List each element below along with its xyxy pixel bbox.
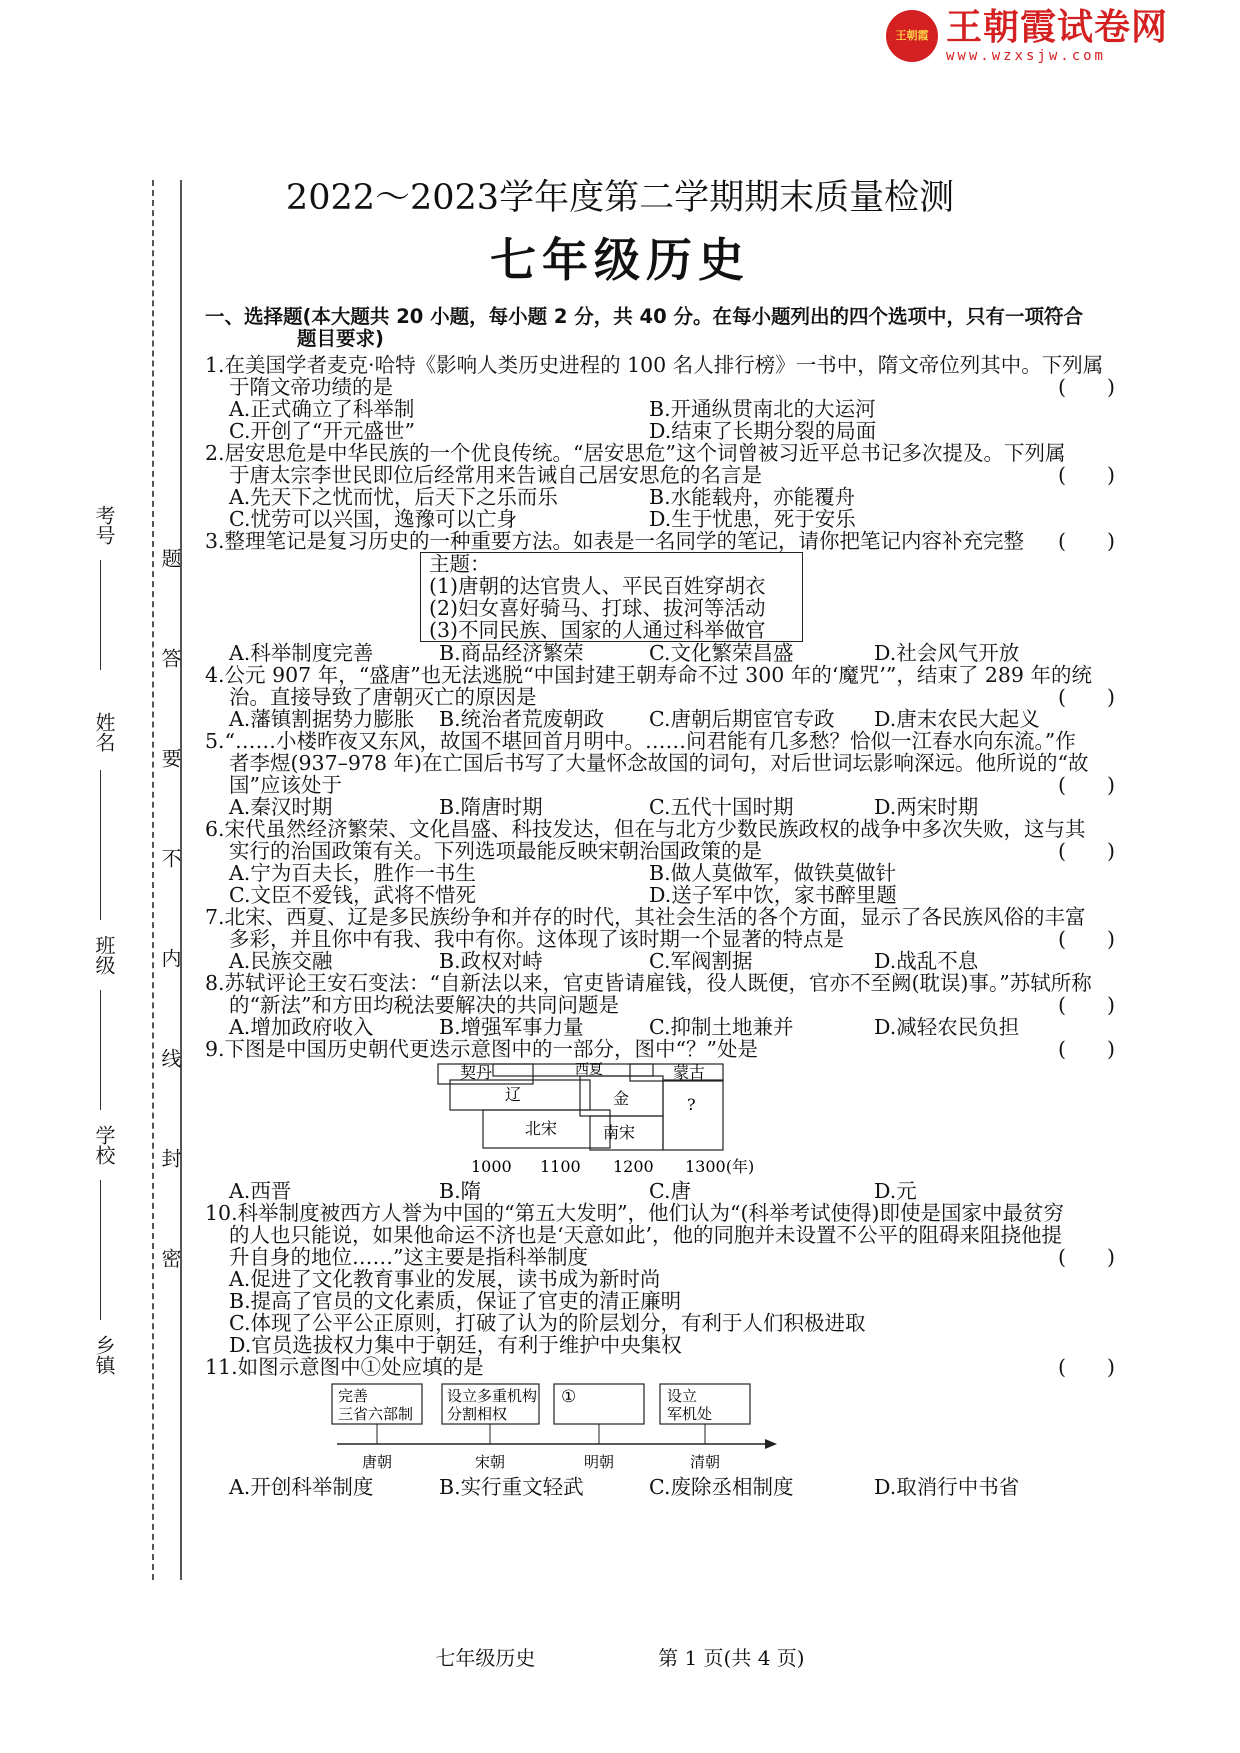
seal-char: 不 — [158, 848, 182, 868]
map-label-mongol: 蒙古 — [673, 1063, 706, 1082]
option-b: B.政权对峙 — [439, 949, 543, 973]
question-8 — [205, 972, 1115, 1038]
question-stem: 的“新法”和方田均税法要解决的共同问题是 — [229, 993, 619, 1017]
era-label-ming: 明朝 — [584, 1453, 615, 1471]
question-stem: 3.整理笔记是复习历史的一种重要方法。如表是一名同学的笔记，请你把笔记内容补充完整 — [205, 529, 1025, 553]
box3-label: ① — [561, 1387, 577, 1407]
note-item: (3)不同民族、国家的人通过科举做官 — [429, 618, 766, 642]
exam-title: 2022～2023学年度第二学期期末质量检测 — [285, 178, 955, 218]
option-a: A.秦汉时期 — [229, 795, 333, 819]
box4-line1: 设立 — [667, 1387, 698, 1405]
arrow-right-icon — [765, 1439, 777, 1449]
logo-name: 王朝霞试卷网 — [945, 7, 1168, 48]
field-label: 班级 — [92, 935, 116, 975]
option-c: C.体现了公平公正原则，打破了认为的阶层划分，有利于人们积极进取 — [229, 1311, 866, 1335]
section-heading-line: 一、选择题(本大题共 20 小题，每小题 2 分，共 40 分。在每小题列出的四个选项中，只有一项符合 — [205, 305, 1083, 328]
option-c: C.文臣不爱钱，武将不惜死 — [229, 883, 476, 907]
map-label-xixia: 西夏 — [575, 1062, 603, 1078]
seal-char: 要 — [158, 748, 182, 768]
answer-paren: ( ) — [1058, 463, 1115, 487]
map-label-khitan: 契丹 — [460, 1063, 493, 1082]
dynasty-timeline-map — [205, 1060, 1115, 1180]
question-stem: 者李煜(937–978 年)在亡国后书写了大量怀念故国的词句，对后世词坛影响深远。他所说的“故 — [229, 751, 1089, 775]
answer-paren: ( ) — [1058, 1355, 1115, 1379]
option-a: A.科举制度完善 — [229, 641, 374, 665]
box1-line2: 三省六部制 — [338, 1405, 414, 1423]
map-label-liao: 辽 — [505, 1085, 522, 1104]
question-3 — [205, 530, 1115, 664]
box4-line2: 军机处 — [667, 1405, 713, 1423]
option-d: D.取消行中书省 — [874, 1475, 1020, 1499]
option-b: B.增强军事力量 — [439, 1015, 584, 1039]
option-d: D.送子军中饮，家书醉里题 — [649, 883, 897, 907]
box2-line1: 设立多重机构 — [447, 1387, 538, 1405]
page-footer — [0, 1642, 1240, 1671]
question-stem: 6.宋代虽然经济繁荣、文化昌盛、科技发达，但在与北方少数民族政权的战争中多次失败，这与其 — [205, 817, 1086, 841]
option-a: A.先天下之忧而忧，后天下之乐而乐 — [229, 485, 558, 509]
reform-timeline-diagram — [205, 1382, 1115, 1476]
field-blank — [100, 770, 101, 920]
option-c: C.军阀割据 — [649, 949, 753, 973]
question-2 — [205, 442, 1115, 530]
option-c: C.废除丞相制度 — [649, 1475, 794, 1499]
question-stem: 8.苏轼评论王安石变法：“自新法以来，官吏皆请雇钱，役人既便，官亦不至阙(耽误)事。”苏轼所称 — [205, 971, 1092, 995]
answer-paren: ( ) — [1058, 1245, 1115, 1269]
option-b: B.隋 — [439, 1179, 482, 1203]
section-heading — [205, 306, 1115, 350]
footer-page-number: 第 1 页(共 4 页) — [658, 1646, 805, 1670]
footer-subject: 七年级历史 — [435, 1646, 536, 1670]
tick-label: 1200 — [613, 1157, 654, 1176]
seal-char: 线 — [158, 1048, 182, 1068]
map-label-southern-song: 南宋 — [603, 1123, 636, 1142]
option-c: C.唐朝后期宦官专政 — [649, 707, 835, 731]
note-topic: 主题： — [429, 552, 491, 576]
answer-paren: ( ) — [1058, 685, 1115, 709]
question-stem: 升自身的地位……”这主要是指科举制度 — [229, 1245, 588, 1269]
option-a: A.藩镇割据势力膨胀 — [229, 707, 415, 731]
seal-char: 密 — [158, 1248, 182, 1268]
question-area — [205, 306, 1115, 1498]
option-a: A.西晋 — [229, 1179, 292, 1203]
field-label: 乡镇 — [92, 1335, 116, 1375]
field-label: 姓名 — [92, 712, 116, 752]
option-b: B.统治者荒废朝政 — [439, 707, 605, 731]
seal-char: 题 — [158, 548, 182, 568]
seal-char: 内 — [158, 948, 182, 968]
seal-char: 答 — [158, 648, 182, 668]
era-label-tang: 唐朝 — [362, 1453, 393, 1471]
question-4 — [205, 664, 1115, 730]
option-d: D.战乱不息 — [874, 949, 979, 973]
option-a: A.增加政府收入 — [229, 1015, 374, 1039]
logo-seal — [886, 10, 938, 62]
answer-paren: ( ) — [1058, 375, 1115, 399]
option-c: C.开创了“开元盛世” — [229, 419, 415, 443]
option-a: A.宁为百夫长，胜作一书生 — [229, 861, 476, 885]
note-item: (2)妇女喜好骑马、打球、拔河等活动 — [429, 596, 766, 620]
question-stem: 1.在美国学者麦克·哈特《影响人类历史进程的 100 名人排行榜》一书中，隋文帝位列其中。下列属 — [205, 353, 1104, 377]
field-label: 学校 — [92, 1125, 116, 1165]
option-b: B.开通纵贯南北的大运河 — [649, 397, 876, 421]
field-school — [90, 1125, 119, 1165]
tick-label: 1100 — [540, 1157, 581, 1176]
field-name — [90, 712, 119, 752]
answer-paren: ( ) — [1058, 773, 1115, 797]
question-stem: 4.公元 907 年，“盛唐”也无法逃脱“中国封建王朝寿命不过 300 年的‘魔咒’”，结束了 289 年的统 — [205, 663, 1092, 687]
option-d: D.减轻农民负担 — [874, 1015, 1020, 1039]
question-stem: 11.如图示意图中①处应填的是 — [205, 1355, 484, 1379]
question-stem: 9.下图是中国历史朝代更迭示意图中的一部分，图中“？”处是 — [205, 1037, 759, 1061]
field-label: 考号 — [92, 505, 116, 545]
option-b: B.水能载舟，亦能覆舟 — [649, 485, 856, 509]
box2-line2: 分割相权 — [447, 1405, 508, 1423]
map-region-xixia — [493, 1064, 653, 1076]
answer-paren: ( ) — [1058, 927, 1115, 951]
map-label-question: ? — [687, 1095, 696, 1114]
option-c: C.文化繁荣昌盛 — [649, 641, 794, 665]
answer-paren: ( ) — [1058, 839, 1115, 863]
option-c: C.五代十国时期 — [649, 795, 794, 819]
question-stem: 10.科举制度被西方人誉为中国的“第五大发明”，他们认为“(科举考试使得)即使是国家中最贫穷 — [205, 1201, 1065, 1225]
question-stem: 实行的治国政策有关。下列选项最能反映宋朝治国政策的是 — [229, 839, 762, 863]
option-d: D.结束了长期分裂的局面 — [649, 419, 877, 443]
seal-char: 封 — [158, 1148, 182, 1168]
site-logo — [886, 8, 1168, 64]
option-a: A.民族交融 — [229, 949, 333, 973]
field-exam-number — [90, 505, 119, 545]
box1-line1: 完善 — [338, 1387, 369, 1405]
question-stem: 的人也只能说，如果他命运不济也是‘天意如此’，他的同胞并未设置不公平的阻碍来阻挠他提 — [229, 1223, 1063, 1247]
answer-paren: ( ) — [1058, 993, 1115, 1017]
option-d: D.唐末农民大起义 — [874, 707, 1040, 731]
question-10 — [205, 1202, 1115, 1356]
answer-paren: ( ) — [1058, 1037, 1115, 1061]
tick-label: 1000 — [471, 1157, 512, 1176]
option-d: D.两宋时期 — [874, 795, 979, 819]
option-b: B.隋唐时期 — [439, 795, 543, 819]
binding-dashed-line — [152, 180, 154, 1580]
field-town — [90, 1335, 119, 1375]
question-stem: 2.居安思危是中华民族的一个优良传统。“居安思危”这个词曾被习近平总书记多次提及。下列属 — [205, 441, 1066, 465]
question-stem: 多彩，并且你中有我、我中有你。这体现了该时期一个显著的特点是 — [229, 927, 844, 951]
question-5 — [205, 730, 1115, 818]
field-blank — [100, 560, 101, 670]
option-a: A.开创科举制度 — [229, 1475, 374, 1499]
question-stem: 5.“……小楼昨夜又东风，故国不堪回首月明中。……问君能有几多愁？恰似一江春水向东流。”作 — [205, 729, 1076, 753]
question-6 — [205, 818, 1115, 906]
binding-solid-line — [180, 180, 182, 1580]
map-label-jin: 金 — [613, 1089, 630, 1108]
option-d: D.社会风气开放 — [874, 641, 1020, 665]
option-d: D.生于忧患，死于安乐 — [649, 507, 856, 531]
question-stem: 7.北宋、西夏、辽是多民族纷争和并存的时代，其社会生活的各个方面，显示了各民族风俗的丰富 — [205, 905, 1086, 929]
option-c: C.唐 — [649, 1179, 691, 1203]
question-7 — [205, 906, 1115, 972]
question-stem: 于唐太宗李世民即位后经常用来告诫自己居安思危的名言是 — [229, 463, 762, 487]
option-d: D.官员选拔权力集中于朝廷，有利于维护中央集权 — [229, 1333, 682, 1357]
option-b: B.做人莫做军，做铁莫做针 — [649, 861, 897, 885]
question-stem: 治。直接导致了唐朝灭亡的原因是 — [229, 685, 537, 709]
option-a: A.正式确立了科举制 — [229, 397, 415, 421]
answer-paren: ( ) — [1058, 529, 1115, 553]
field-blank — [100, 1180, 101, 1320]
field-blank — [100, 990, 101, 1110]
option-c: C.抑制土地兼并 — [649, 1015, 794, 1039]
option-a: A.促进了文化教育事业的发展，读书成为新时尚 — [229, 1267, 661, 1291]
logo-seal-text: 王朝霞 — [895, 28, 929, 42]
subject-title: 七年级历史 — [490, 233, 750, 287]
option-d: D.元 — [874, 1179, 917, 1203]
era-label-song: 宋朝 — [475, 1453, 506, 1471]
logo-url: www.wzxsjw.com — [945, 48, 1106, 64]
question-stem: 国”应该处于 — [229, 773, 342, 797]
question-1 — [205, 354, 1115, 442]
note-item: (1)唐朝的达官贵人、平民百姓穿胡衣 — [429, 574, 766, 598]
option-b: B.实行重文轻武 — [439, 1475, 584, 1499]
map-region-unknown — [663, 1080, 723, 1150]
section-heading-line: 题目要求) — [297, 327, 384, 350]
question-11 — [205, 1356, 1115, 1498]
question-stem: 于隋文帝功绩的是 — [229, 375, 393, 399]
map-label-northern-song: 北宋 — [525, 1119, 558, 1138]
era-label-qing: 清朝 — [690, 1453, 721, 1471]
question-9 — [205, 1038, 1115, 1202]
note-table — [420, 552, 803, 642]
field-class — [90, 935, 119, 975]
option-b: B.商品经济繁荣 — [439, 641, 584, 665]
tick-label: 1300(年) — [685, 1157, 755, 1176]
option-b: B.提高了官员的文化素质，保证了官吏的清正廉明 — [229, 1289, 682, 1313]
option-c: C.忧劳可以兴国，逸豫可以亡身 — [229, 507, 517, 531]
